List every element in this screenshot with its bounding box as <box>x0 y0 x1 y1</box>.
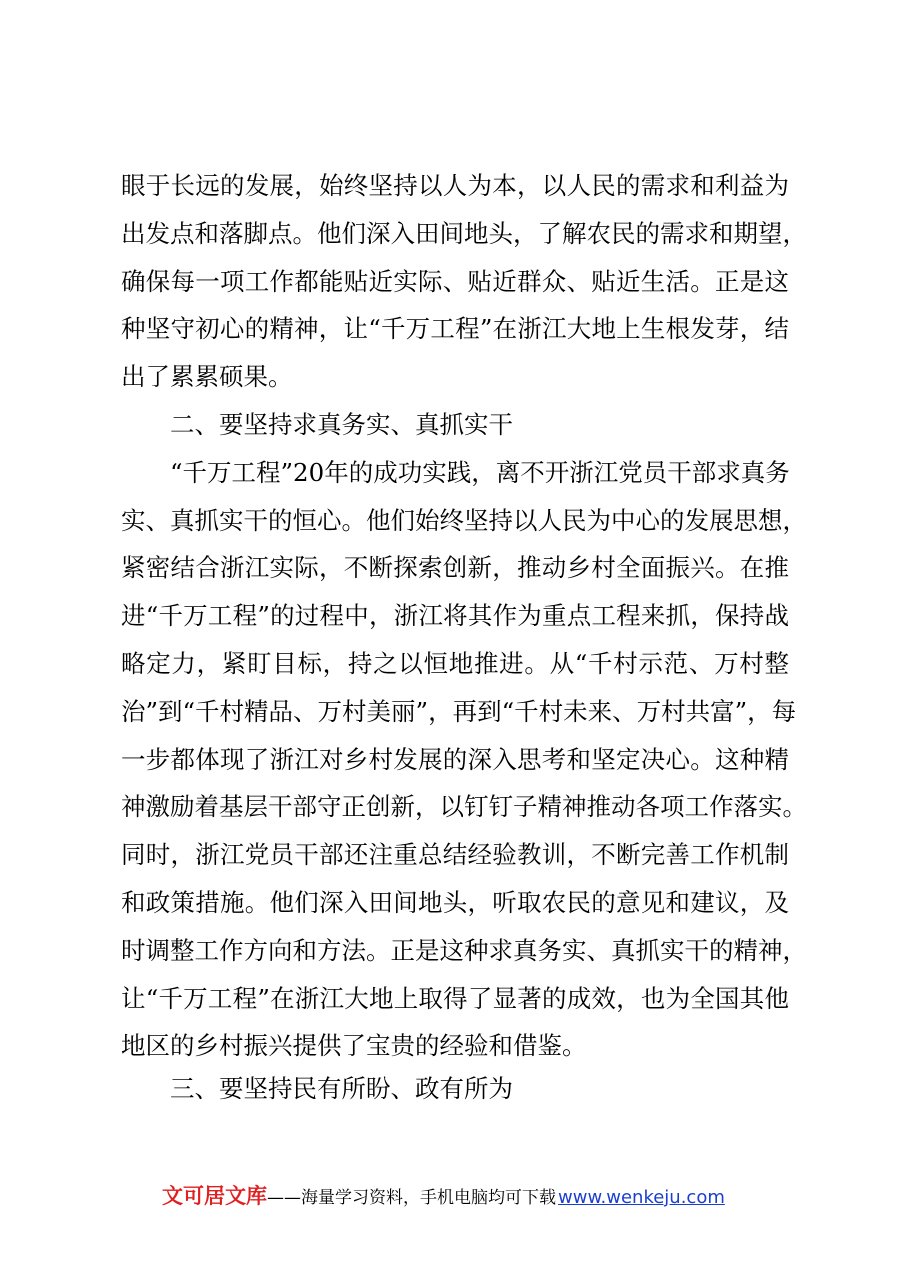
paragraph-line: 进“千万工程”的过程中，浙江将其作为重点工程来抓，保持战 <box>121 601 789 631</box>
section-heading-3: 三、要坚持民有所盼、政有所为 <box>170 1074 513 1103</box>
paragraph-line: 让“千万工程”在浙江大地上取得了显著的成效，也为全国其他 <box>121 983 789 1013</box>
paragraph-line: 种坚守初心的精神，让“千万工程”在浙江大地上生根发芽，结 <box>121 314 789 344</box>
paragraph-line: 实、真抓实干的恒心。他们始终坚持以人民为中心的发展思想， <box>121 505 807 535</box>
paragraph-line: 眼于长远的发展，始终坚持以人为本，以人民的需求和利益为 <box>121 171 789 200</box>
paragraph-line: 时调整工作方向和方法。正是这种求真务实、真抓实干的精神， <box>121 935 807 965</box>
paragraph-line: 和政策措施。他们深入田间地头，听取农民的意见和建议，及 <box>121 887 789 917</box>
document-body <box>121 162 807 1070</box>
footer-description: ——海量学习资料，手机电脑均可下载 <box>267 1188 556 1208</box>
paragraph-line: 一步都体现了浙江对乡村发展的深入思考和坚定决心。这种精 <box>121 744 789 774</box>
footer-banner <box>162 1180 725 1216</box>
paragraph-line: 出发点和落脚点。他们深入田间地头，了解农民的需求和期望， <box>121 218 807 248</box>
paragraph-line: 同时，浙江党员干部还注重总结经验教训，不断完善工作机制 <box>121 840 789 870</box>
paragraph-line: 出了累累硕果。 <box>121 362 293 392</box>
paragraph-line: 略定力，紧盯目标，持之以恒地推进。从“千村示范、万村整 <box>121 648 789 678</box>
paragraph-line: “千万工程”20年的成功实践，离不开浙江党员干部求真务 <box>170 457 790 487</box>
section-heading: 二、要坚持求真务实、真抓实干 <box>170 409 513 439</box>
paragraph-line: 地区的乡村振兴提供了宝贵的经验和借鉴。 <box>121 1031 587 1061</box>
paragraph-line: 紧密结合浙江实际，不断探索创新，推动乡村全面振兴。在推 <box>121 553 789 583</box>
paragraph-line: 确保每一项工作都能贴近实际、贴近群众、贴近生活。正是这 <box>121 266 789 296</box>
footer-brand: 文可居文库 <box>162 1184 267 1208</box>
footer-website-link[interactable]: www.wenkeju.com <box>558 1187 725 1208</box>
paragraph-line: 治”到“千村精品、万村美丽”，再到“千村未来、万村共富”，每 <box>121 696 797 726</box>
paragraph-line: 神激励着基层干部守正创新，以钉钉子精神推动各项工作落实。 <box>121 792 807 822</box>
